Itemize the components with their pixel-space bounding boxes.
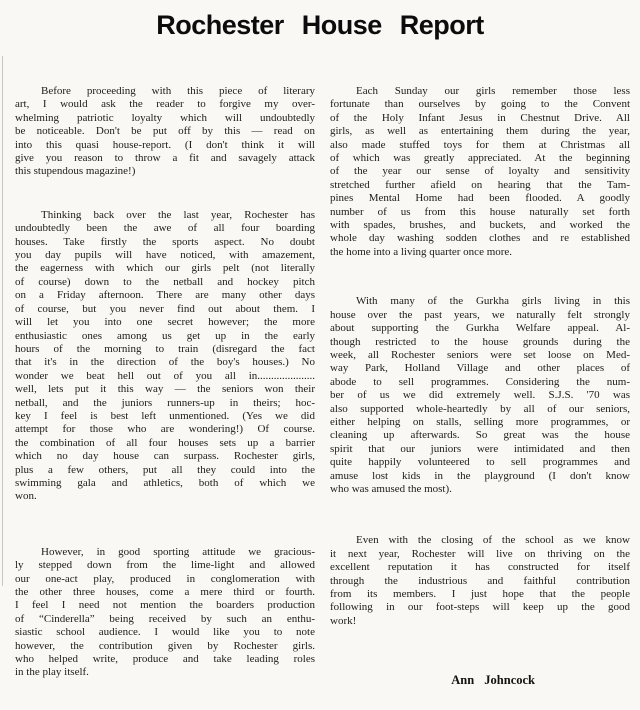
text-line: on a Friday afternoon. There are many other days <box>15 289 315 302</box>
text-line: fortunate than ourselves by going to the Convent <box>330 98 630 111</box>
paragraph <box>15 546 315 680</box>
text-line: pines Mental Home had been flooded. A goodly <box>330 192 630 205</box>
text-line: netball, and the juniors runners-up in theirs; hoc- <box>15 396 315 409</box>
text-line: the other three houses, come a mere third or fourth. <box>15 586 315 598</box>
text-line: swimming gala and athletics, both of which we <box>15 476 315 489</box>
text-line: from its members. I just hope that the people <box>330 588 630 600</box>
text-line: the combination of all four houses sets up a barrier <box>15 436 315 449</box>
left-column <box>15 85 315 710</box>
text-line: With many of the Gurkha girls living in this <box>356 295 630 308</box>
text-line: following in our foot-steps will keep up the good <box>330 601 630 614</box>
text-line: ly stepped down from the lime-light and allowed <box>15 559 315 572</box>
text-line: undoubtedly been the awe of all four boarding <box>15 222 315 235</box>
text-line: plus a few others, put all they could into the <box>15 463 315 476</box>
text-line: houses. Take firstly the sports aspect. No doubt <box>15 235 315 248</box>
text-line: Thinking back over the last year, Rochester has <box>41 208 315 221</box>
text-line: who helped write, produce and take leading roles <box>15 653 315 666</box>
text-line: that it's in the direction of the boy's houses.) No <box>15 356 315 369</box>
paragraph <box>330 295 630 496</box>
text-line: art, I would ask the reader to forgive my over- <box>15 98 315 111</box>
text-line: cleaning up afterwards. So great was the house <box>330 429 630 442</box>
text-line: the eagerness with which our girls pelt (not literally <box>15 262 315 275</box>
text-line: whelming patriotic loyalty which will undoubtedly <box>15 111 315 124</box>
text-line: with spades, brushes, and buckets, and worked the <box>330 219 630 232</box>
text-line: abode to sell programmes. Considering the num- <box>330 375 630 388</box>
text-line: of course, but you never find out about them. I <box>15 302 315 315</box>
text-line: you day pupils will have noticed, with amazement, <box>15 249 315 262</box>
text-line: who was amused the most). <box>330 482 452 495</box>
text-line: of “Cinderella” being received by such an enthu- <box>15 612 315 625</box>
paragraph <box>330 534 630 628</box>
text-line: our one-act play, produced in conglomeration with <box>15 572 315 585</box>
text-line: quite happily volunteered to sell programmes and <box>330 456 630 469</box>
text-line: it next year, Rochester will live on thriving on the <box>330 547 630 560</box>
text-line: siastic school audience. I would like you to note <box>15 626 315 639</box>
text-line: house over the past years, we naturally felt strongly <box>330 308 630 321</box>
text-line: way Park, Holland Village and other places of <box>330 362 630 375</box>
text-line: Even with the closing of the school as we know <box>356 534 630 547</box>
paragraph <box>15 85 315 179</box>
scan-edge-line <box>2 56 3 586</box>
text-line: also made stuffed toys for them at Christmas all <box>330 138 630 151</box>
text-line: will let you into one secret however; the more <box>15 316 315 329</box>
text-line: of which was greatly appreciated. At the beginning <box>330 152 630 165</box>
text-line: into this quasi house-report. (I don't think it will <box>15 138 315 151</box>
text-line: of the year our sense of loyalty and sensitivity <box>330 165 630 178</box>
text-line: the home into a living quarter once more. <box>330 245 513 258</box>
text-line: girls, as well as entertaining them during the year, <box>330 125 630 138</box>
two-column-layout <box>15 85 630 710</box>
page-title: Rochester House Report <box>156 10 484 40</box>
paragraph <box>330 85 630 259</box>
text-line: key I feel is best left unmentioned. (Yes we did <box>15 409 315 422</box>
text-line: of the Holy Infant Jesus in Chestnut Drive. All <box>330 111 630 124</box>
text-line: number of us from this house naturally set forth <box>330 205 630 218</box>
text-line: Before proceeding with this piece of literary <box>41 85 315 97</box>
text-line: However, in good sporting attitude we gracious- <box>41 545 315 558</box>
right-column <box>330 85 630 710</box>
text-line: of course) down to the netball and hockey pitch <box>15 275 315 288</box>
text-line: however, the contribution given by Rochester girls. <box>15 639 315 652</box>
text-line: work! <box>330 614 357 627</box>
text-line: stretched further afield on hearing that the Tam- <box>330 178 630 191</box>
text-line: through the industrious and faithful contribution <box>330 574 630 587</box>
text-line: week, all Rochester seniors were set loose on Med- <box>330 348 630 361</box>
text-line: about supporting the Gurkha Welfare appeal. Al- <box>330 322 630 335</box>
text-line: well, lets put it this way — the seniors won their <box>15 383 315 396</box>
text-line: also supported whole-heartedly by all of our seniors, <box>330 402 630 415</box>
text-line: amuse lost kids in the playground (I don't know <box>330 469 630 482</box>
text-line: spirit that our juniors were intimidated and then <box>330 442 630 455</box>
text-line: Each Sunday our girls remember those less <box>356 85 630 97</box>
text-line: ber of us we did extremely well. S.J.S. '70 was <box>330 389 630 402</box>
text-line: wonder we beat hell out of you all in..................... <box>15 369 315 382</box>
text-line: excellent reputation it has constructed for itself <box>330 561 630 574</box>
text-line: enthusiastic ones among us get up in the early <box>15 329 315 342</box>
text-line: give you reason to throw a fit and savagely attack <box>15 152 315 165</box>
paragraph <box>15 209 315 504</box>
text-line: attempt for those who are wondering!) Of course. <box>15 423 315 436</box>
author-signature: Ann Johncock <box>451 673 535 688</box>
text-line: this stupendous magazine!) <box>15 165 136 178</box>
text-line: hours of the morning to train (disregard the fact <box>15 342 315 355</box>
text-line: be noticeable. Don't be put off by this — read on <box>15 125 315 138</box>
text-line: in the play itself. <box>15 666 89 679</box>
text-line: whole day washing sodden clothes and re established <box>330 232 630 245</box>
text-line: either helping on stalls, selling more programmes, or <box>330 415 630 428</box>
text-line: won. <box>15 490 37 503</box>
text-line: which no day house can surpass. Rochester girls, <box>15 450 315 463</box>
text-line: though restricted to the house grounds during the <box>330 335 630 348</box>
text-line: I feel I need not mention the boarders production <box>15 599 315 612</box>
